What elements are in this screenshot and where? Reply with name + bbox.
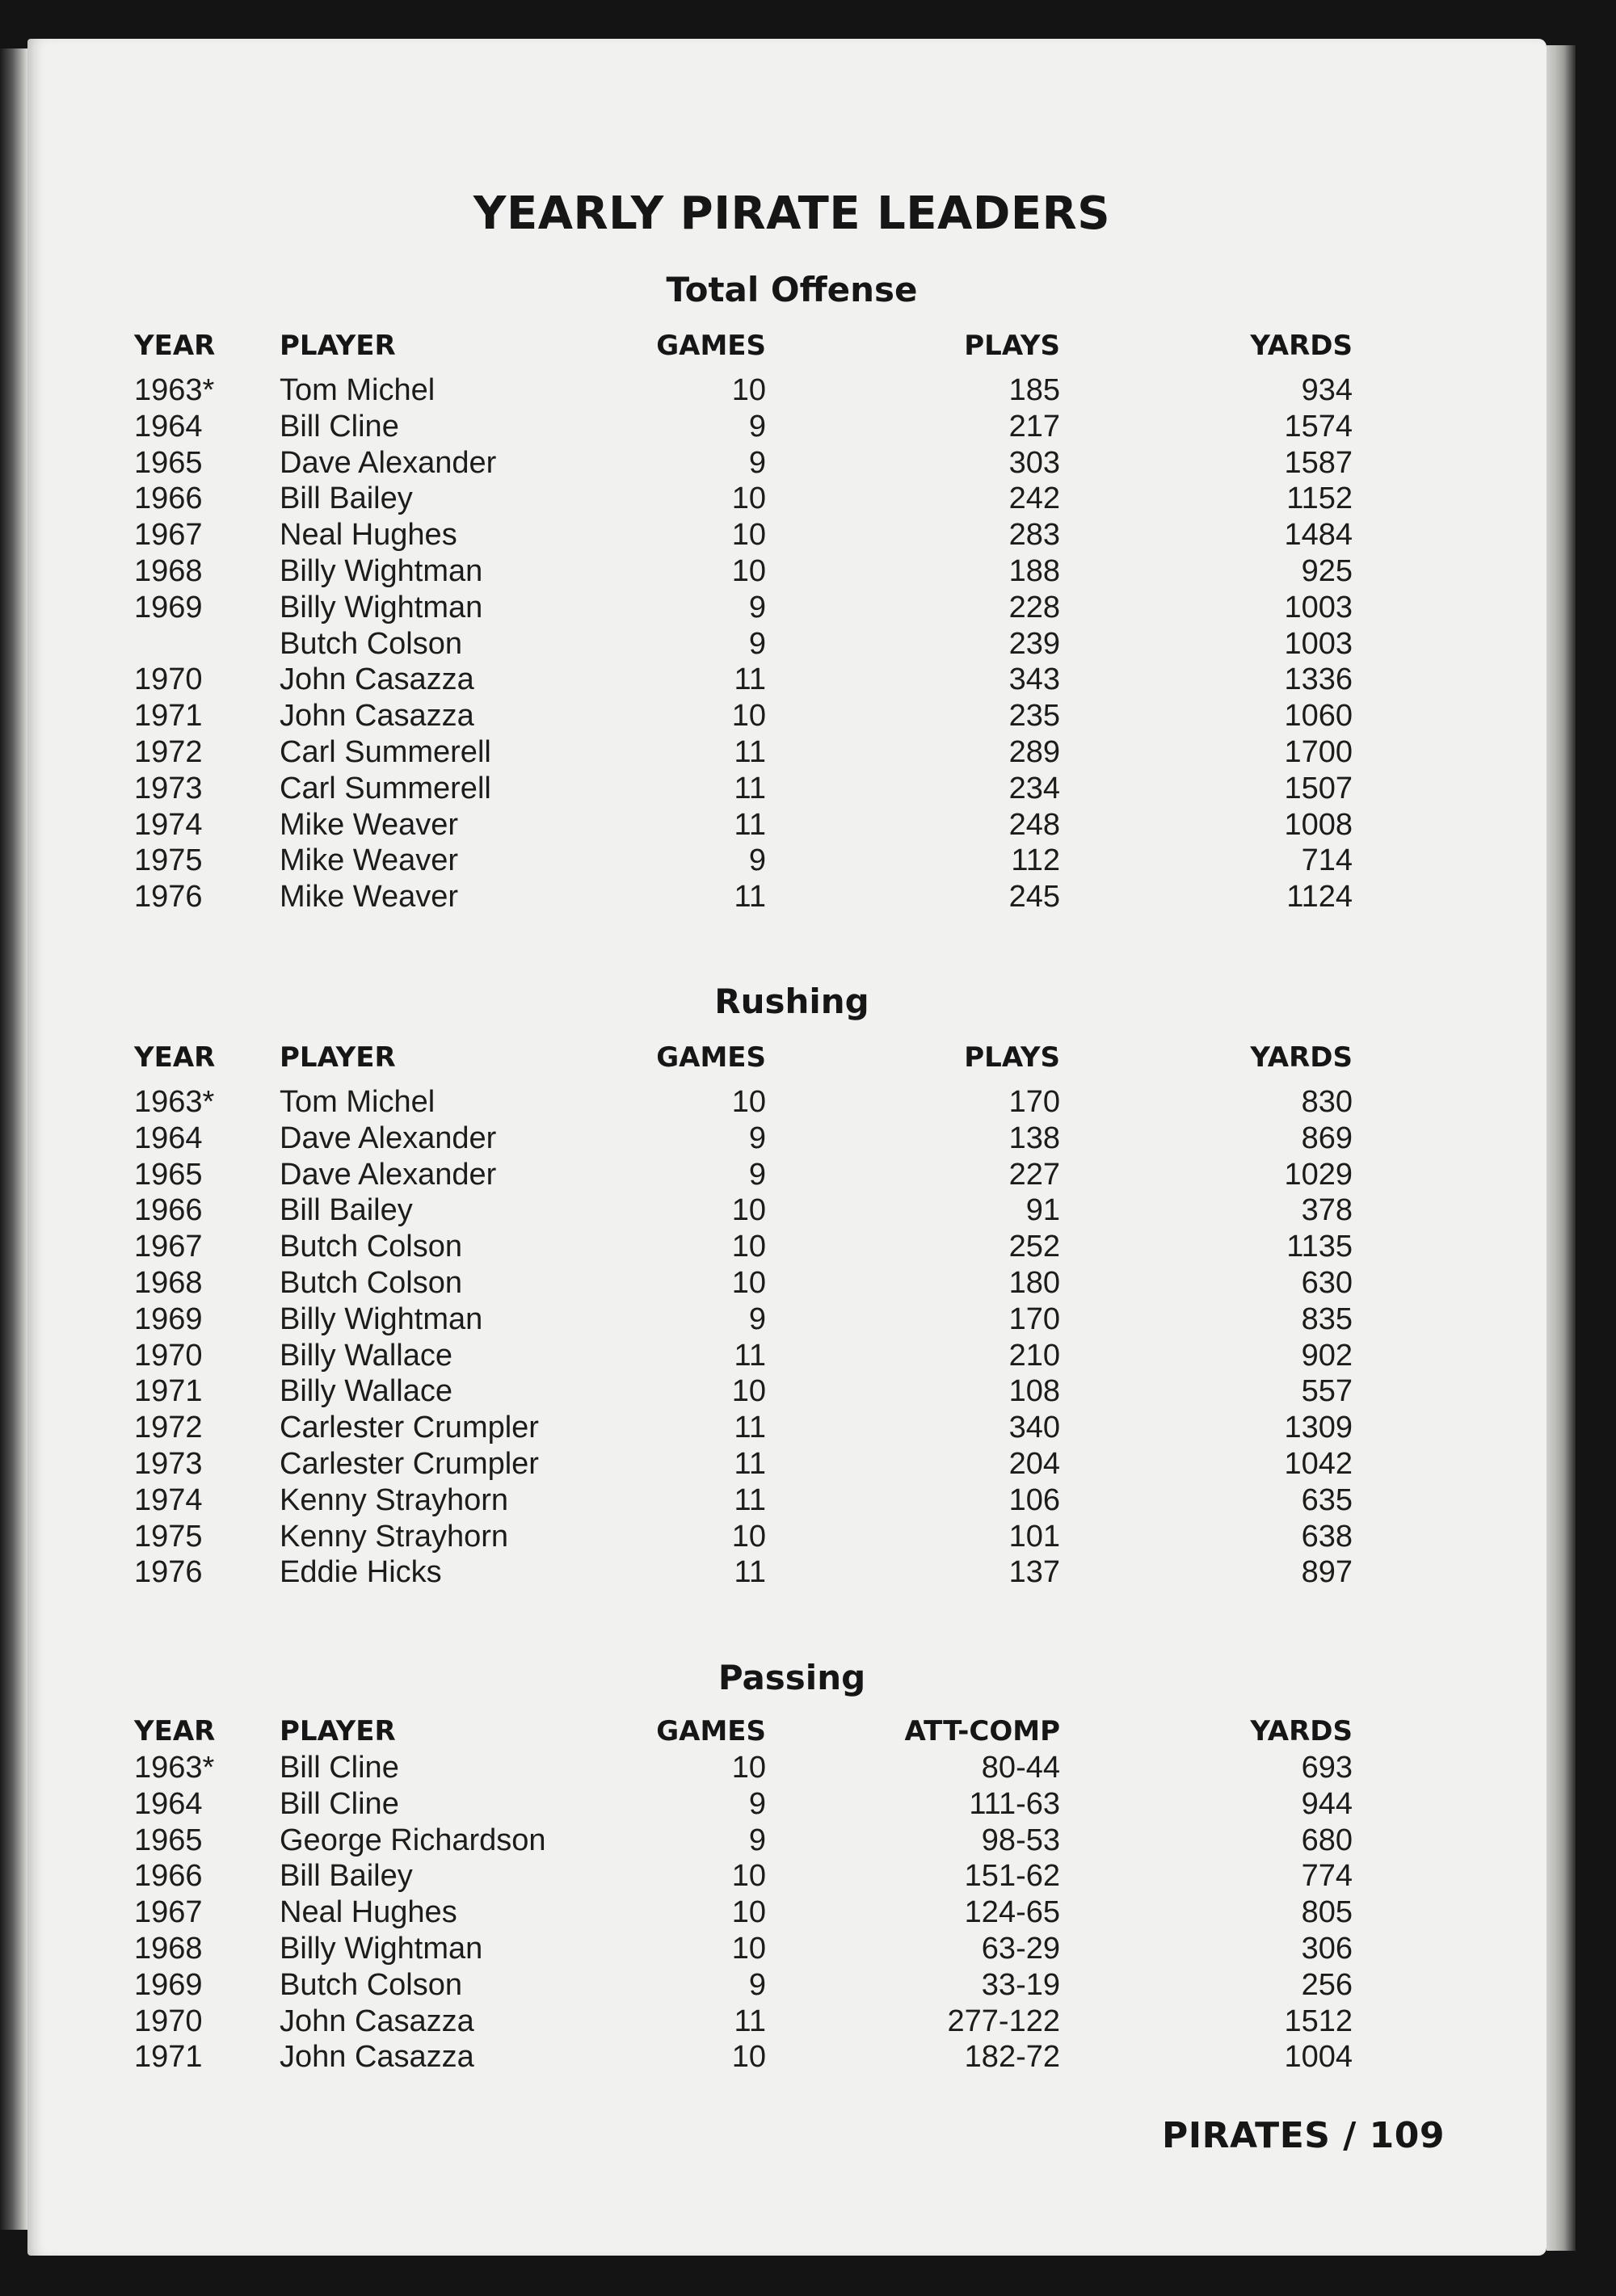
table-row: [0, 372, 1616, 408]
cell-mid: 63-29: [981, 1932, 1060, 1966]
table-header-rushing: [0, 1040, 1616, 1075]
cell-yards: 805: [1301, 1895, 1353, 1929]
cell-yards: 714: [1301, 843, 1353, 877]
cell-mid: 239: [1008, 627, 1060, 661]
cell-mid: 112: [1011, 843, 1060, 877]
cell-yards: 934: [1301, 373, 1353, 407]
cell-yards: 1484: [1284, 518, 1353, 552]
page-footer: PIRATES / 109: [1162, 2115, 1445, 2156]
cell-games: 10: [731, 1230, 766, 1264]
cell-player: Butch Colson: [280, 1968, 463, 2002]
cell-player: Bill Cline: [280, 1787, 399, 1821]
cell-mid: 106: [1008, 1483, 1060, 1517]
cell-yards: 902: [1301, 1339, 1353, 1373]
cell-year: 1971: [134, 2040, 203, 2074]
cell-year: 1974: [134, 1483, 203, 1517]
cell-mid: 340: [1008, 1411, 1060, 1444]
cell-games: 9: [748, 1968, 766, 2002]
table-row: [0, 1192, 1616, 1228]
table-header-passing: [0, 1714, 1616, 1749]
cell-player: John Casazza: [280, 662, 474, 696]
table-row: [0, 1446, 1616, 1482]
cell-player: Billy Wallace: [280, 1339, 452, 1373]
table-row: [0, 409, 1616, 444]
column-header-games: GAMES: [656, 330, 766, 362]
cell-games: 11: [734, 772, 766, 805]
cell-mid: 343: [1008, 662, 1060, 696]
table-header-total-offense: [0, 328, 1616, 364]
cell-year: 1973: [134, 772, 203, 805]
table-row: [0, 843, 1616, 878]
cell-player: Bill Bailey: [280, 481, 413, 515]
cell-player: John Casazza: [280, 2004, 474, 2038]
cell-year: 1968: [134, 1266, 203, 1300]
column-header-player: PLAYER: [280, 1715, 396, 1747]
cell-mid: 210: [1008, 1339, 1060, 1373]
table-row: [0, 481, 1616, 516]
table-row: [0, 1823, 1616, 1858]
cell-games: 10: [731, 1932, 766, 1966]
cell-player: Bill Cline: [280, 410, 399, 444]
cell-games: 11: [734, 1447, 766, 1481]
cell-yards: 774: [1301, 1859, 1353, 1893]
cell-year: 1972: [134, 1411, 203, 1444]
cell-mid: 204: [1008, 1447, 1060, 1481]
cell-yards: 869: [1301, 1121, 1353, 1155]
cell-year: 1967: [134, 1230, 203, 1264]
cell-games: 10: [731, 1751, 766, 1785]
table-row: [0, 662, 1616, 697]
table-row: [0, 1410, 1616, 1445]
cell-mid: 248: [1008, 808, 1060, 842]
cell-games: 11: [734, 1483, 766, 1517]
section-title-total-offense: Total Offense: [666, 270, 918, 309]
cell-games: 9: [748, 1787, 766, 1821]
cell-player: Neal Hughes: [280, 1895, 457, 1929]
cell-year: 1965: [134, 446, 203, 480]
table-row: [0, 1967, 1616, 2003]
cell-games: 9: [748, 843, 766, 877]
cell-mid: 188: [1008, 554, 1060, 588]
column-header-games: GAMES: [656, 1041, 766, 1074]
table-row: [0, 1482, 1616, 1518]
cell-player: John Casazza: [280, 699, 474, 733]
cell-player: Billy Wightman: [280, 1932, 483, 1966]
section-title-passing: Passing: [718, 1658, 866, 1697]
cell-games: 10: [731, 1193, 766, 1227]
table-row: [0, 1229, 1616, 1264]
cell-year: 1976: [134, 880, 203, 914]
cell-year: 1971: [134, 1374, 203, 1408]
cell-games: 11: [734, 1555, 766, 1589]
table-row: [0, 517, 1616, 553]
cell-games: 10: [731, 1859, 766, 1893]
cell-yards: 925: [1301, 554, 1353, 588]
column-header-player: PLAYER: [280, 330, 396, 362]
cell-mid: 111-63: [969, 1787, 1060, 1821]
column-header-year: YEAR: [134, 330, 216, 362]
cell-yards: 1309: [1284, 1411, 1353, 1444]
cell-player: Billy Wightman: [280, 1302, 483, 1336]
cell-year: 1967: [134, 1895, 203, 1929]
cell-player: Bill Cline: [280, 1751, 399, 1785]
table-row: [0, 1786, 1616, 1822]
cell-mid: 33-19: [981, 1968, 1060, 2002]
cell-mid: 245: [1008, 880, 1060, 914]
cell-games: 10: [731, 373, 766, 407]
cell-player: Bill Bailey: [280, 1193, 413, 1227]
column-header-mid: PLAYS: [964, 1041, 1060, 1074]
cell-year: 1972: [134, 735, 203, 769]
cell-yards: 1004: [1284, 2040, 1353, 2074]
cell-mid: 137: [1008, 1555, 1060, 1589]
cell-player: Butch Colson: [280, 1230, 463, 1264]
cell-player: Carl Summerell: [280, 735, 491, 769]
cell-games: 9: [748, 446, 766, 480]
cell-mid: 289: [1008, 735, 1060, 769]
cell-yards: 1003: [1284, 627, 1353, 661]
column-header-games: GAMES: [656, 1715, 766, 1747]
cell-mid: 303: [1008, 446, 1060, 480]
cell-games: 9: [748, 1302, 766, 1336]
page-title: YEARLY PIRATE LEADERS: [473, 187, 1111, 240]
cell-yards: 1124: [1286, 880, 1353, 914]
cell-yards: 378: [1301, 1193, 1353, 1227]
cell-player: George Richardson: [280, 1823, 546, 1857]
cell-yards: 1135: [1286, 1230, 1353, 1264]
cell-mid: 185: [1008, 373, 1060, 407]
cell-year: 1974: [134, 808, 203, 842]
cell-player: Billy Wightman: [280, 591, 483, 624]
cell-games: 9: [748, 627, 766, 661]
cell-player: Billy Wightman: [280, 554, 483, 588]
cell-year: 1963*: [134, 1751, 215, 1785]
cell-games: 11: [734, 2004, 766, 2038]
table-row: [0, 1519, 1616, 1554]
cell-games: 9: [748, 1121, 766, 1155]
cell-player: Bill Bailey: [280, 1859, 413, 1893]
cell-player: Carl Summerell: [280, 772, 491, 805]
cell-player: Dave Alexander: [280, 1158, 497, 1192]
table-row: [0, 590, 1616, 625]
cell-yards: 680: [1301, 1823, 1353, 1857]
cell-games: 10: [731, 481, 766, 515]
cell-mid: 138: [1008, 1121, 1060, 1155]
cell-player: Tom Michel: [280, 373, 436, 407]
table-row: [0, 1338, 1616, 1373]
column-header-yards: YARDS: [1250, 330, 1353, 362]
cell-mid: 227: [1008, 1158, 1060, 1192]
cell-yards: 1336: [1284, 662, 1353, 696]
cell-games: 9: [748, 1823, 766, 1857]
cell-yards: 1512: [1284, 2004, 1353, 2038]
cell-year: 1970: [134, 2004, 203, 2038]
cell-games: 10: [731, 2040, 766, 2074]
cell-games: 9: [748, 1158, 766, 1192]
table-row: [0, 879, 1616, 915]
table-row: [0, 1554, 1616, 1590]
cell-games: 9: [748, 410, 766, 444]
cell-games: 11: [734, 880, 766, 914]
cell-year: 1975: [134, 843, 203, 877]
cell-yards: 1042: [1284, 1447, 1353, 1481]
column-header-year: YEAR: [134, 1715, 216, 1747]
cell-year: 1967: [134, 518, 203, 552]
column-header-mid: PLAYS: [964, 330, 1060, 362]
cell-player: Kenny Strayhorn: [280, 1520, 509, 1554]
cell-player: Billy Wallace: [280, 1374, 452, 1408]
cell-yards: 1574: [1284, 410, 1353, 444]
table-row: [0, 1084, 1616, 1120]
table-row: [0, 1265, 1616, 1301]
cell-year: 1964: [134, 1787, 203, 1821]
cell-yards: 256: [1301, 1968, 1353, 2002]
cell-mid: 234: [1008, 772, 1060, 805]
cell-player: John Casazza: [280, 2040, 474, 2074]
cell-year: 1969: [134, 1968, 203, 2002]
cell-mid: 277-122: [947, 2004, 1060, 2038]
cell-player: Mike Weaver: [280, 843, 459, 877]
cell-yards: 635: [1301, 1483, 1353, 1517]
table-row: [0, 2039, 1616, 2075]
table-row: [0, 1750, 1616, 1785]
table-row: [0, 1931, 1616, 1966]
table-row: [0, 771, 1616, 806]
cell-year: 1963*: [134, 1085, 215, 1119]
cell-player: Mike Weaver: [280, 808, 459, 842]
cell-player: Carlester Crumpler: [280, 1411, 539, 1444]
cell-mid: 91: [1025, 1193, 1060, 1227]
cell-year: 1965: [134, 1823, 203, 1857]
cell-year: 1970: [134, 662, 203, 696]
cell-year: 1966: [134, 1193, 203, 1227]
section-title-rushing: Rushing: [714, 982, 869, 1021]
cell-games: 9: [748, 591, 766, 624]
cell-mid: 98-53: [981, 1823, 1060, 1857]
cell-year: 1968: [134, 554, 203, 588]
cell-mid: 252: [1008, 1230, 1060, 1264]
cell-yards: 830: [1301, 1085, 1353, 1119]
cell-mid: 151-62: [964, 1859, 1060, 1893]
cell-games: 11: [734, 808, 766, 842]
cell-yards: 1029: [1284, 1158, 1353, 1192]
cell-games: 10: [731, 1266, 766, 1300]
cell-yards: 1587: [1284, 446, 1353, 480]
cell-year: 1969: [134, 591, 203, 624]
column-header-player: PLAYER: [280, 1041, 396, 1074]
cell-games: 10: [731, 1374, 766, 1408]
table-row: [0, 2004, 1616, 2039]
cell-games: 10: [731, 1895, 766, 1929]
cell-games: 10: [731, 1520, 766, 1554]
table-row: [0, 1157, 1616, 1192]
cell-mid: 170: [1008, 1302, 1060, 1336]
cell-year: 1965: [134, 1158, 203, 1192]
table-row: [0, 698, 1616, 734]
cell-year: 1971: [134, 699, 203, 733]
cell-player: Carlester Crumpler: [280, 1447, 539, 1481]
table-row: [0, 445, 1616, 481]
cell-mid: 101: [1008, 1520, 1060, 1554]
cell-mid: 124-65: [964, 1895, 1060, 1929]
cell-year: 1976: [134, 1555, 203, 1589]
column-header-yards: YARDS: [1250, 1715, 1353, 1747]
cell-player: Butch Colson: [280, 1266, 463, 1300]
cell-yards: 835: [1301, 1302, 1353, 1336]
cell-yards: 1152: [1286, 481, 1353, 515]
cell-games: 11: [734, 662, 766, 696]
cell-yards: 638: [1301, 1520, 1353, 1554]
cell-yards: 1060: [1284, 699, 1353, 733]
table-row: [0, 1121, 1616, 1156]
cell-yards: 557: [1301, 1374, 1353, 1408]
table-row: [0, 553, 1616, 589]
cell-mid: 180: [1008, 1266, 1060, 1300]
table-row: [0, 807, 1616, 843]
cell-mid: 80-44: [981, 1751, 1060, 1785]
cell-year: 1964: [134, 410, 203, 444]
cell-yards: 1700: [1284, 735, 1353, 769]
cell-player: Neal Hughes: [280, 518, 457, 552]
column-header-year: YEAR: [134, 1041, 216, 1074]
cell-mid: 182-72: [964, 2040, 1060, 2074]
cell-year: 1973: [134, 1447, 203, 1481]
cell-player: Eddie Hicks: [280, 1555, 442, 1589]
cell-games: 11: [734, 1411, 766, 1444]
cell-mid: 108: [1008, 1374, 1060, 1408]
cell-yards: 1003: [1284, 591, 1353, 624]
table-row: [0, 626, 1616, 662]
cell-year: 1966: [134, 1859, 203, 1893]
cell-games: 11: [734, 735, 766, 769]
table-row: [0, 1858, 1616, 1894]
cell-year: 1966: [134, 481, 203, 515]
table-row: [0, 1373, 1616, 1409]
column-header-mid: ATT-COMP: [904, 1715, 1060, 1747]
cell-player: Tom Michel: [280, 1085, 436, 1119]
cell-year: 1975: [134, 1520, 203, 1554]
cell-player: Butch Colson: [280, 627, 463, 661]
cell-year: 1970: [134, 1339, 203, 1373]
cell-yards: 1507: [1284, 772, 1353, 805]
column-header-yards: YARDS: [1250, 1041, 1353, 1074]
cell-games: 10: [731, 699, 766, 733]
table-row: [0, 734, 1616, 770]
cell-year: 1969: [134, 1302, 203, 1336]
cell-player: Kenny Strayhorn: [280, 1483, 509, 1517]
cell-year: 1964: [134, 1121, 203, 1155]
cell-yards: 897: [1301, 1555, 1353, 1589]
table-row: [0, 1301, 1616, 1337]
table-row: [0, 1894, 1616, 1930]
cell-mid: 283: [1008, 518, 1060, 552]
cell-year: 1963*: [134, 373, 215, 407]
cell-yards: 1008: [1284, 808, 1353, 842]
cell-yards: 630: [1301, 1266, 1353, 1300]
cell-mid: 170: [1008, 1085, 1060, 1119]
cell-mid: 235: [1008, 699, 1060, 733]
cell-yards: 944: [1301, 1787, 1353, 1821]
cell-yards: 306: [1301, 1932, 1353, 1966]
cell-games: 11: [734, 1339, 766, 1373]
cell-player: Mike Weaver: [280, 880, 459, 914]
cell-yards: 693: [1301, 1751, 1353, 1785]
cell-player: Dave Alexander: [280, 1121, 497, 1155]
cell-mid: 242: [1008, 481, 1060, 515]
cell-games: 10: [731, 1085, 766, 1119]
cell-mid: 228: [1008, 591, 1060, 624]
cell-games: 10: [731, 518, 766, 552]
cell-player: Dave Alexander: [280, 446, 497, 480]
cell-mid: 217: [1008, 410, 1060, 444]
cell-year: 1968: [134, 1932, 203, 1966]
cell-games: 10: [731, 554, 766, 588]
